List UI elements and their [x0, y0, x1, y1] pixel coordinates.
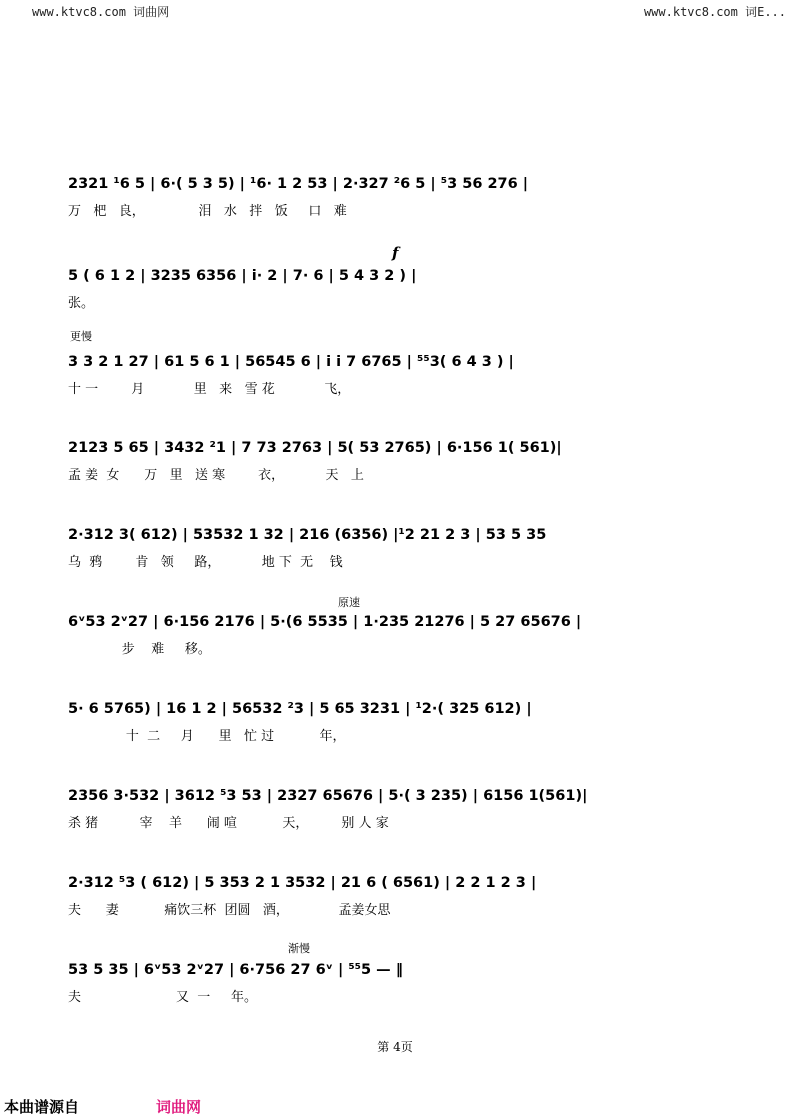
lyric-line: 乌 鸦 肯 领 路， 地 下 无 钱	[68, 555, 343, 570]
header-left-url: www.ktvc8.com 词曲网	[32, 5, 170, 19]
footer-brand-link[interactable]: 词曲网	[156, 1098, 202, 1116]
lyric-line: 步 难 移。	[68, 642, 211, 657]
lyric-line: 夫 又 一 年。	[68, 990, 257, 1005]
lyric-line: 孟 姜 女 万 里 送 寒 衣， 天 上	[68, 468, 364, 483]
notation-line: 2321 ¹6 5 | 6·( 5 3 5) | ¹6· 1 2 53 | 2·327 ²6 5 | ⁵3 56 276 |	[68, 176, 529, 192]
lyric-line: 张。	[68, 296, 95, 311]
lyric-line: 夫 妻 痛饮三杯 团圆 酒， 孟姜女思	[68, 903, 391, 918]
tempo-gradually-slower-mark: 渐慢	[288, 942, 310, 955]
notation-line: 5· 6 5765) | 16 1 2 | 56532 ²3 | 5 65 3231 | ¹2·( 325 612) |	[68, 701, 532, 717]
tempo-slower-mark: 更慢	[70, 330, 92, 343]
notation-line: 2356 3·532 | 3612 ⁵3 53 | 2327 65676 | 5·( 3 235) | 6156 1(561)|	[68, 788, 588, 804]
notation-line: 2·312 3( 612) | 53532 1 32 | 216 (6356) |¹2 21 2 3 | 53 5 35	[68, 527, 547, 543]
tempo-original-mark: 原速	[338, 596, 360, 609]
notation-line: 3 3 2 1 27 | 61 5 6 1 | 56545 6 | i i 7 6765 | ⁵⁵3( 6 4 3 ) |	[68, 354, 514, 370]
notation-line: 53 5 35 | 6ᵛ53 2ᵛ27 | 6·756 27 6ᵛ | ⁵⁵5 — ‖	[68, 962, 403, 978]
lyric-line: 十 一 月 里 来 雪 花 飞，	[68, 382, 351, 397]
header-right-url: www.ktvc8.com 词E...	[643, 5, 786, 19]
page-number: 第 4页	[377, 1040, 413, 1054]
notation-line: 2·312 ⁵3 ( 612) | 5 353 2 1 3532 | 21 6 ( 6561) | 2 2 1 2 3 |	[68, 875, 537, 891]
notation-line: 2123 5 65 | 3432 ²1 | 7 73 2763 | 5( 53 2765) | 6·156 1( 561)|	[68, 440, 562, 456]
footer-source-text: 本曲谱源自	[4, 1098, 80, 1116]
lyric-line: 十 二 月 里 忙 过 年，	[68, 729, 346, 744]
notation-line: 6ᵛ53 2ᵛ27 | 6·156 2176 | 5·(6 5535 | 1·235 21276 | 5 27 65676 |	[68, 614, 582, 630]
lyric-line: 万 杷 良， 泪 水 拌 饭 口 难	[68, 204, 347, 219]
lyric-line: 杀 猪 宰 羊 闹 喧 天， 别 人 家	[68, 816, 389, 831]
forte-marking: f	[392, 244, 399, 262]
notation-line: 5 ( 6 1 2 | 3235 6356 | i· 2 | 7· 6 | 5 4 3 2 ) |	[68, 268, 417, 284]
